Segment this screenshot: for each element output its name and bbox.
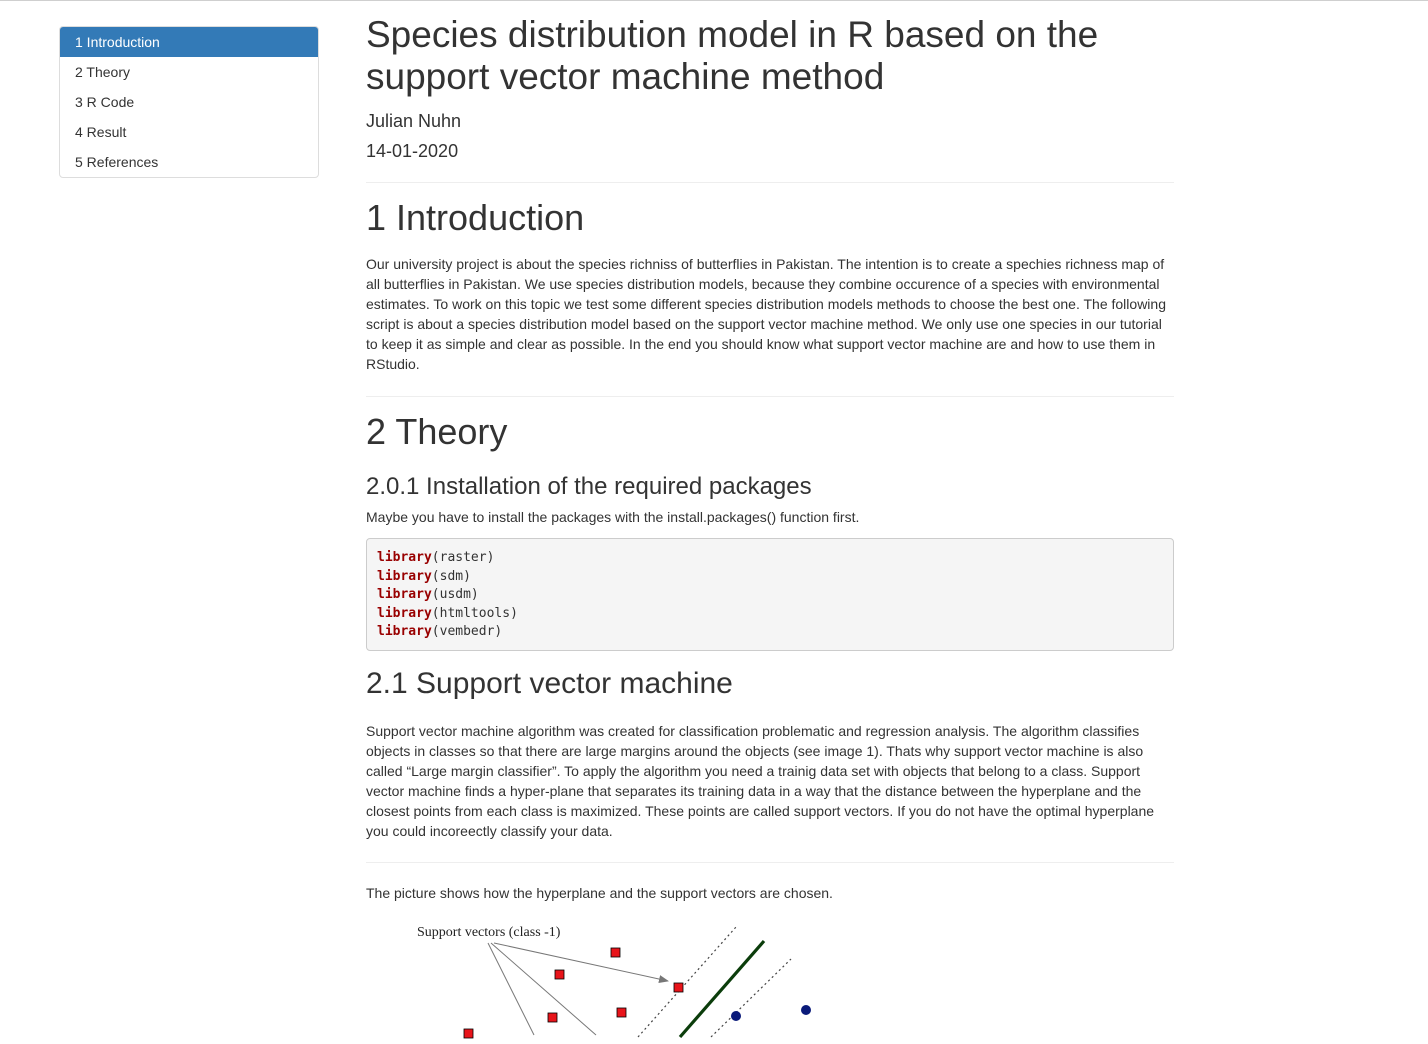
date: 14-01-2020 (366, 141, 459, 161)
toc-item-theory[interactable]: 2 Theory (75, 64, 130, 80)
margin-line (711, 959, 791, 1037)
top-border (0, 0, 1428, 1)
section-heading-introduction: 1 Introduction (366, 197, 585, 238)
pointer-line (488, 943, 534, 1035)
svm-paragraph: Support vector machine algorithm was created for classification problematic and regression analysis. The algorithm classifies objects in classes so that there are large margins around the objects (see image 1). Thats why support vector machine is also called “Large margin classifier”. To apply the algorithm you need a trainig data set with objects that belong to a class. Support vector machine finds a hyper-plane that separates its training data in a way that the distance between the hyperplane and the closest points from each class is maximized. These points are called support vectors. If you do not have the optimal hyperplane you could incoreectly classify your data. (366, 722, 1155, 839)
class-pos-point (731, 1011, 741, 1021)
subsection-heading-svm: 2.1 Support vector machine (366, 666, 733, 700)
code-line: library(htmltools) (377, 605, 518, 621)
divider (366, 862, 1174, 863)
hyperplane-line (680, 941, 764, 1037)
support-vectors-label: Support vectors (class -1) (417, 924, 561, 940)
pointer-line (494, 943, 668, 981)
pointer-line (491, 943, 596, 1035)
page-title: Species distribution model in R based on the support vector machine method (366, 14, 1099, 97)
code-line: library(sdm) (377, 568, 471, 584)
svm-diagram (366, 919, 826, 1039)
divider (366, 182, 1174, 183)
code-line: library(raster) (377, 550, 495, 565)
class-neg-point (555, 970, 564, 979)
code-line: library(vembedr) (377, 624, 503, 639)
toc-item-result[interactable]: 4 Result (75, 124, 127, 140)
install-paragraph: Maybe you have to install the packages with the install.packages() function first. (366, 509, 860, 525)
class-neg-point (674, 983, 683, 992)
toc-item-r-code[interactable]: 3 R Code (75, 94, 135, 110)
main-content (366, 14, 1174, 1039)
code-block[interactable] (366, 538, 1174, 651)
divider (366, 396, 1174, 397)
figure-intro-text: The picture shows how the hyperplane and the support vectors are chosen. (366, 884, 833, 901)
margin-line (638, 927, 736, 1037)
svm-figure (366, 919, 826, 1039)
subsection-heading-installation: 2.0.1 Installation of the required packages (366, 473, 812, 500)
toc-item-references[interactable]: 5 References (75, 154, 159, 170)
code-line: library(usdm) (377, 587, 479, 602)
author: Julian Nuhn (366, 111, 462, 131)
class-pos-point (801, 1005, 811, 1015)
toc-item-introduction[interactable]: 1 Introduction (60, 27, 318, 57)
class-neg-point (617, 1008, 626, 1017)
class-neg-point (611, 948, 620, 957)
class-neg-point (464, 1029, 473, 1038)
class-neg-point (548, 1013, 557, 1022)
table-of-contents (59, 26, 319, 178)
section-heading-theory: 2 Theory (366, 411, 508, 452)
intro-paragraph: Our university project is about the species richniss of butterflies in Pakistan. The intention is to create a spechies richness map of all butterflies in Pakistan. We use species distribution models, because they combine occurence of a species with environmental estimates. To work on this topic we test some different species distribution models methods to choose the best one. The following script is about a species distribution model based on the support vector machine method. We only use one species in our tutorial to keep it as simple and clear as possible. In the end you should know what support vector machine are and how to use them in RStudio. (366, 256, 1166, 372)
